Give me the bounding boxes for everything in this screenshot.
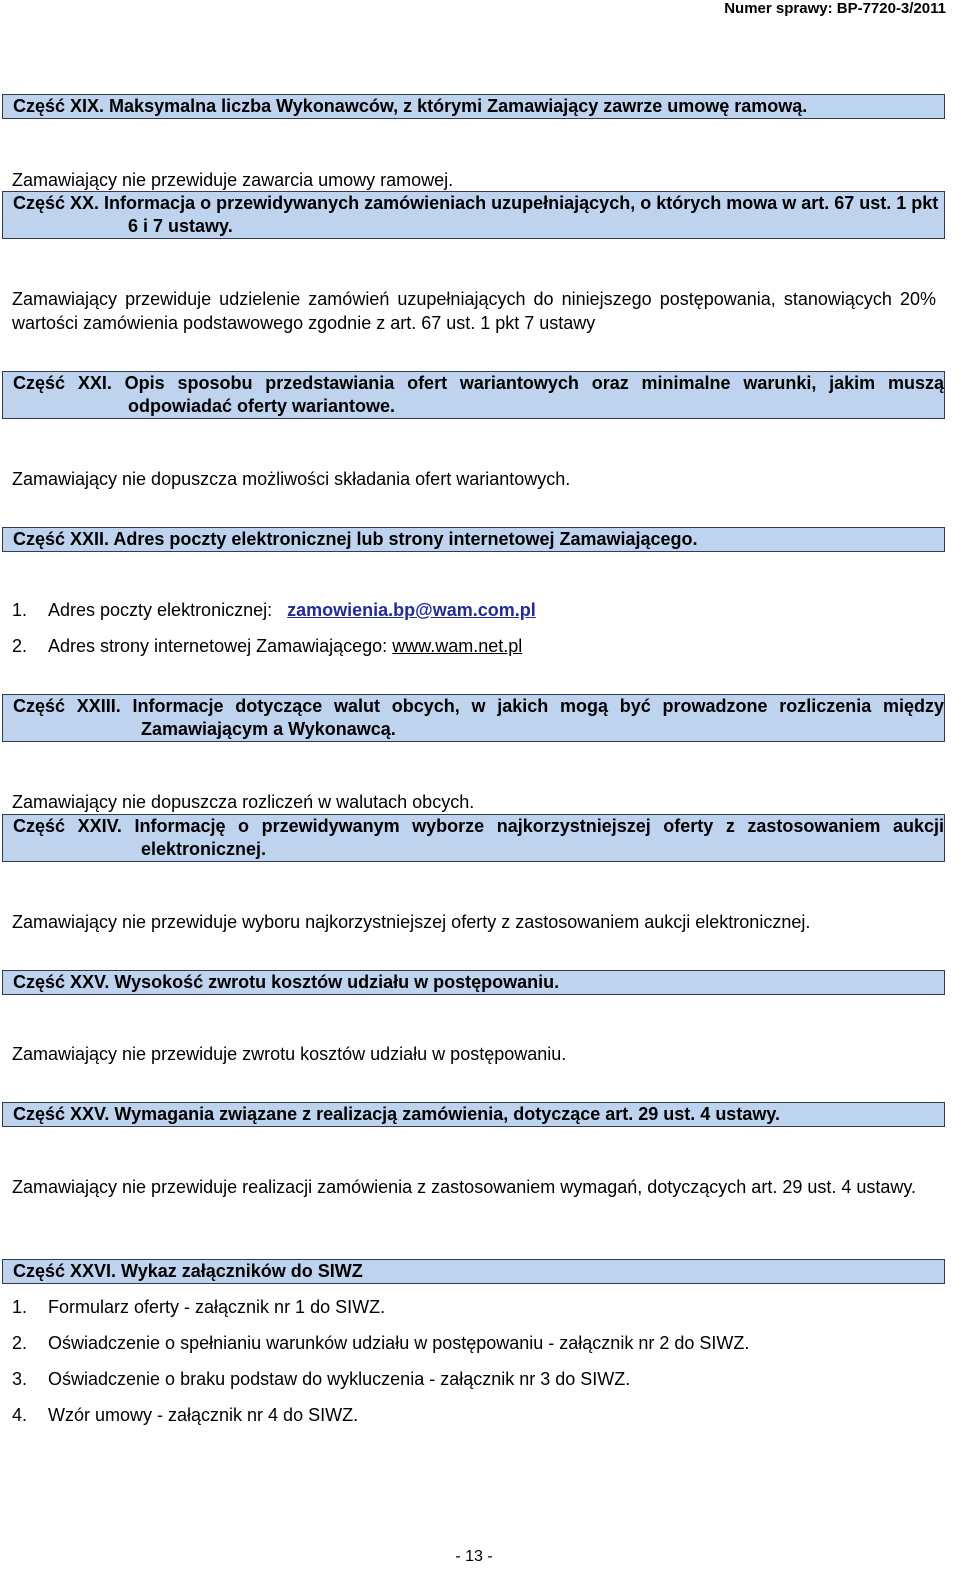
attachment-item	[12, 1403, 358, 1427]
section-xxvi-heading: Część XXVI. Wykaz załączników do SIWZ	[2, 1259, 945, 1284]
attachment-item	[12, 1295, 385, 1319]
attachment-text: Oświadczenie o braku podstaw do wykluczenia - załącznik nr 3 do SIWZ.	[48, 1369, 631, 1389]
attachment-text: Wzór umowy - załącznik nr 4 do SIWZ.	[48, 1405, 359, 1425]
section-xix-heading: Część XIX. Maksymalna liczba Wykonawców, z którymi Zamawiający zawrze umowę ramową.	[2, 94, 945, 119]
section-xix-body: Zamawiający nie przewiduje zawarcia umowy ramowej.	[12, 170, 454, 190]
attachment-item	[12, 1331, 749, 1355]
section-xxiii-body: Zamawiający nie dopuszcza rozliczeń w walutach obcych.	[12, 792, 475, 812]
section-xxiv-body: Zamawiający nie przewiduje wyboru najkorzystniejszej oferty z zastosowaniem aukcji elektronicznej.	[12, 912, 811, 932]
section-xxi-title: Część XXI. Opis sposobu przedstawiania ofert wariantowych oraz minimalne warunki, jakim muszą odpowiadać oferty wariantowe.	[13, 373, 944, 416]
attachment-text: Oświadczenie o spełnianiu warunków udziału w postępowaniu - załącznik nr 2 do SIWZ.	[48, 1333, 750, 1353]
attachment-item	[12, 1367, 630, 1391]
email-link[interactable]: zamowienia.bp@wam.com.pl	[287, 600, 536, 620]
list-number: 2.	[12, 636, 28, 656]
section-xxv-costs-body: Zamawiający nie przewiduje zwrotu kosztów udziału w postępowaniu.	[12, 1044, 567, 1064]
case-number: Numer sprawy: BP-7720-3/2011	[724, 0, 946, 17]
www-label: Adres strony internetowej Zamawiającego:	[48, 636, 388, 656]
section-xxiv-title: Część XXIV. Informację o przewidywanym wyborze najkorzystniejszej oferty z zastosowaniem aukcji elektronicznej.	[13, 816, 944, 859]
section-xxv-requirements-heading: Część XXV. Wymagania związane z realizacją zamówienia, dotyczące art. 29 ust. 4 ustawy.	[2, 1102, 945, 1127]
section-xx-heading	[2, 191, 945, 239]
section-xxiii-heading	[2, 694, 945, 742]
list-number: 1.	[12, 600, 28, 620]
contact-email-row	[12, 598, 536, 622]
attachment-text: Formularz oferty - załącznik nr 1 do SIWZ.	[48, 1297, 386, 1317]
list-number: 1.	[12, 1297, 28, 1317]
www-link[interactable]: www.wam.net.pl	[392, 636, 523, 656]
section-xxv-requirements-body: Zamawiający nie przewiduje realizacji zamówienia z zastosowaniem wymagań, dotyczących art. 29 ust. 4 ustawy.	[12, 1177, 917, 1197]
section-xxiii-title: Część XXIII. Informacje dotyczące walut obcych, w jakich mogą być prowadzone rozliczenia między Zamawiającym a Wykonawcą.	[13, 696, 944, 739]
section-xx-title: Część XX. Informacja o przewidywanych zamówieniach uzupełniających, o których mowa w art. 67 ust. 1 pkt 6 i 7 ustawy.	[13, 193, 939, 236]
list-number: 3.	[12, 1369, 28, 1389]
section-xxi-body: Zamawiający nie dopuszcza możliwości składania ofert wariantowych.	[12, 469, 571, 489]
section-xxiv-heading	[2, 814, 945, 862]
section-xxv-costs-heading: Część XXV. Wysokość zwrotu kosztów udziału w postępowaniu.	[2, 970, 945, 995]
list-number: 4.	[12, 1405, 28, 1425]
email-label: Adres poczty elektronicznej:	[48, 600, 273, 620]
section-xxii-heading: Część XXII. Adres poczty elektronicznej lub strony internetowej Zamawiającego.	[2, 527, 945, 552]
list-number: 2.	[12, 1333, 28, 1353]
contact-www-row	[12, 634, 522, 658]
page-number: - 13 -	[455, 1548, 493, 1565]
section-xx-body: Zamawiający przewiduje udzielenie zamówień uzupełniających do niniejszego postępowania, stanowiących 20% wartości zamówienia podstawowego zgodnie z art. 67 ust. 1 pkt 7 ustawy	[12, 289, 936, 333]
section-xxi-heading	[2, 371, 945, 419]
